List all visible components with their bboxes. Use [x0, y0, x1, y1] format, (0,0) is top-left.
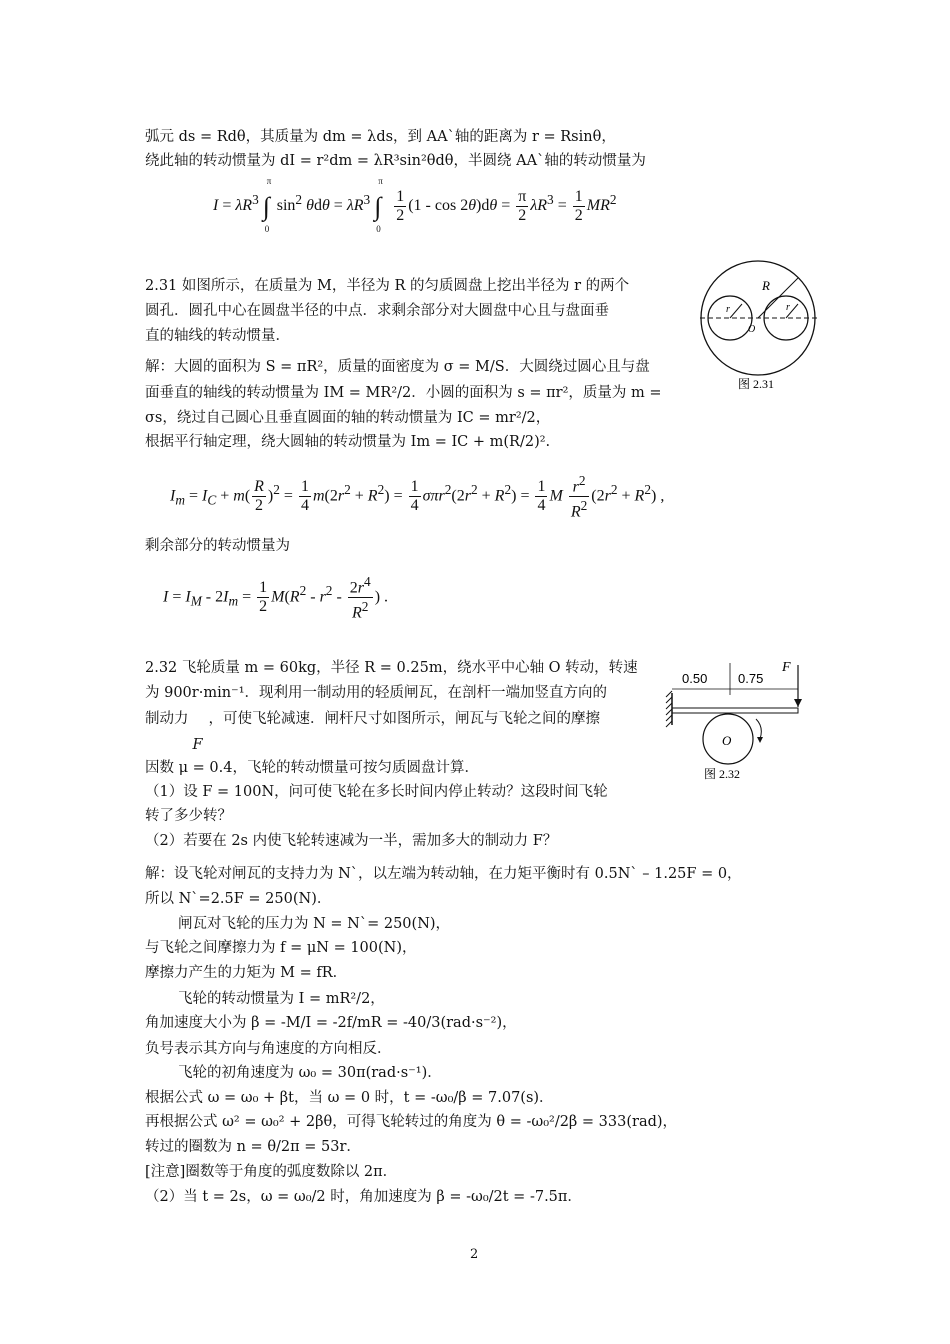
- text-line: （2）若要在 2s 内使飞轮转速减为一半，需加多大的制动力 F？: [145, 833, 558, 849]
- text-line: 转了多少转？: [145, 808, 232, 824]
- dimension-label: 0.50: [682, 671, 708, 686]
- inline-variable-F: F: [192, 737, 203, 753]
- dimension-label: 0.75: [738, 671, 764, 686]
- text-line: 圆孔．圆孔中心在圆盘半径的中点．求剩余部分对大圆盘中心且与盘面垂: [145, 303, 609, 319]
- text-line: 解：大圆的面积为 S = πR²，质量的面密度为 σ = M/S．大圆绕过圆心且与盘: [145, 359, 650, 375]
- label-R: R: [762, 278, 770, 293]
- text-line: 面垂直的轴线的转动惯量为 IM = MR²/2．小圆的面积为 s = πr²，质量为 m =: [145, 385, 662, 401]
- text-line: 为 900r·min⁻¹．现利用一制动用的轻质闸瓦，在剖杆一端加竖直方向的: [145, 685, 608, 701]
- text-line: （2）当 t = 2s，ω = ω₀/2 时，角加速度为 β = -ω₀/2t = -7.5π．: [145, 1189, 582, 1205]
- label-F: F: [782, 660, 791, 675]
- text-line: 因数 μ = 0.4，飞轮的转动惯量可按匀质圆盘计算．: [145, 760, 479, 776]
- text-line: 2.31 如图所示，在质量为 M，半径为 R 的匀质圆盘上挖出半径为 r 的两个: [145, 278, 630, 294]
- figure-caption: 图 2.31: [738, 377, 775, 391]
- text-line: （1）设 F = 100N，问可使飞轮在多长时间内停止转动？这段时间飞轮: [145, 784, 608, 800]
- text-line: 根据平行轴定理，绕大圆轴的转动惯量为 Im = IC + m(R/2)².: [145, 434, 551, 450]
- text-fragment: ，可使飞轮减速．闸杆尺寸如图所示，闸瓦与飞轮之间的摩擦: [208, 711, 600, 727]
- text-line: 2.32 飞轮质量 m = 60kg，半径 R = 0.25m，绕水平中心轴 O 转动，转速: [145, 660, 638, 676]
- text-line: 与飞轮之间摩擦力为 f = μN = 100(N)，: [145, 940, 417, 956]
- text-line: [注意]圈数等于角度的弧度数除以 2π．: [145, 1164, 398, 1180]
- label-r: r: [786, 302, 790, 313]
- figure-2-31: [700, 260, 820, 395]
- text-line: 所以 N`=2.5F = 250(N)．: [145, 891, 332, 907]
- text-line: 角加速度大小为 β = -M/I = -2f/mR = -40/3(rad·s⁻²)，: [145, 1015, 517, 1031]
- label-O: O: [722, 733, 732, 748]
- text-line: 转过的圈数为 n = θ/2π = 53r．: [145, 1139, 361, 1155]
- equation-semicircle-inertia: $I = \lambda R^3$ π ∫ 0 $\sin^2 \theta d\theta = \lambda R^3$ π ∫ 0 $\frac{1}{2}$ (1 - cos 2θ)dθ = $\frac{\pi}{2}$ $\lambda R^3$ = $\frac{1}{2}$ $MR^2$: [213, 175, 617, 234]
- text-line: σs，绕过自己圆心且垂直圆面的轴的转动惯量为 IC = mr²/2，: [145, 410, 551, 426]
- equation-small-hole-inertia: $I_m = I_C + m$( $\frac{R}{2}$ )$^2$ = $\frac{1}{4}$ $m(2r^2 + R^2)$ = $\frac{1}{4}$ $\sigma\pi r^2(2r^2 + R^2)$ = $\frac{1}{4}$ M $\frac{r^2}{R^2}$ $(2r^2 + R^2)$ ,: [170, 473, 665, 521]
- text-line: 摩擦力产生的力矩为 M = fR．: [145, 965, 348, 981]
- text-line: 解：设飞轮对闸瓦的支持力为 N`，以左端为转动轴，在力矩平衡时有 0.5N` – 1.25F = 0，: [145, 866, 742, 882]
- figure-2-32: [660, 655, 805, 785]
- text-line: 弧元 ds = Rdθ，其质量为 dm = λds，到 AA`轴的距离为 r = Rsinθ，: [145, 129, 616, 145]
- text-line: 负号表示其方向与角速度的方向相反．: [145, 1041, 392, 1057]
- text-line: 飞轮的转动惯量为 I = mR²/2，: [178, 991, 385, 1007]
- text-line: 闸瓦对飞轮的压力为 N = N`= 250(N)，: [178, 916, 451, 932]
- label-O: O: [748, 324, 756, 335]
- text-fragment: 制动力: [145, 711, 189, 727]
- text-line: 剩余部分的转动惯量为: [145, 538, 290, 554]
- label-r: r: [726, 304, 730, 315]
- equation-remaining-inertia: $I = I_M - 2I_m$ = $\frac{1}{2}$ $M(R^2 - r^2$ - $\frac{2r^4}{R^2}$ ) .: [163, 574, 389, 622]
- text-line: 绕此轴的转动惯量为 dI = r²dm = λR³sin²θdθ，半圆绕 AA`轴的转动惯量为: [145, 153, 646, 169]
- figure-caption: 图 2.32: [704, 767, 741, 781]
- text-line: 再根据公式 ω² = ω₀² + 2βθ，可得飞轮转过的角度为 θ = -ω₀²/2β = 333(rad)，: [145, 1114, 678, 1130]
- text-line: 飞轮的初角速度为 ω₀ = 30π(rad·s⁻¹)．: [178, 1065, 442, 1081]
- page-number: 2: [470, 1247, 479, 1262]
- text-line: 直的轴线的转动惯量．: [145, 328, 290, 344]
- text-line: [145, 709, 600, 753]
- text-line: 根据公式 ω = ω₀ + βt，当 ω = 0 时，t = -ω₀/β = 7.07(s)．: [145, 1090, 554, 1106]
